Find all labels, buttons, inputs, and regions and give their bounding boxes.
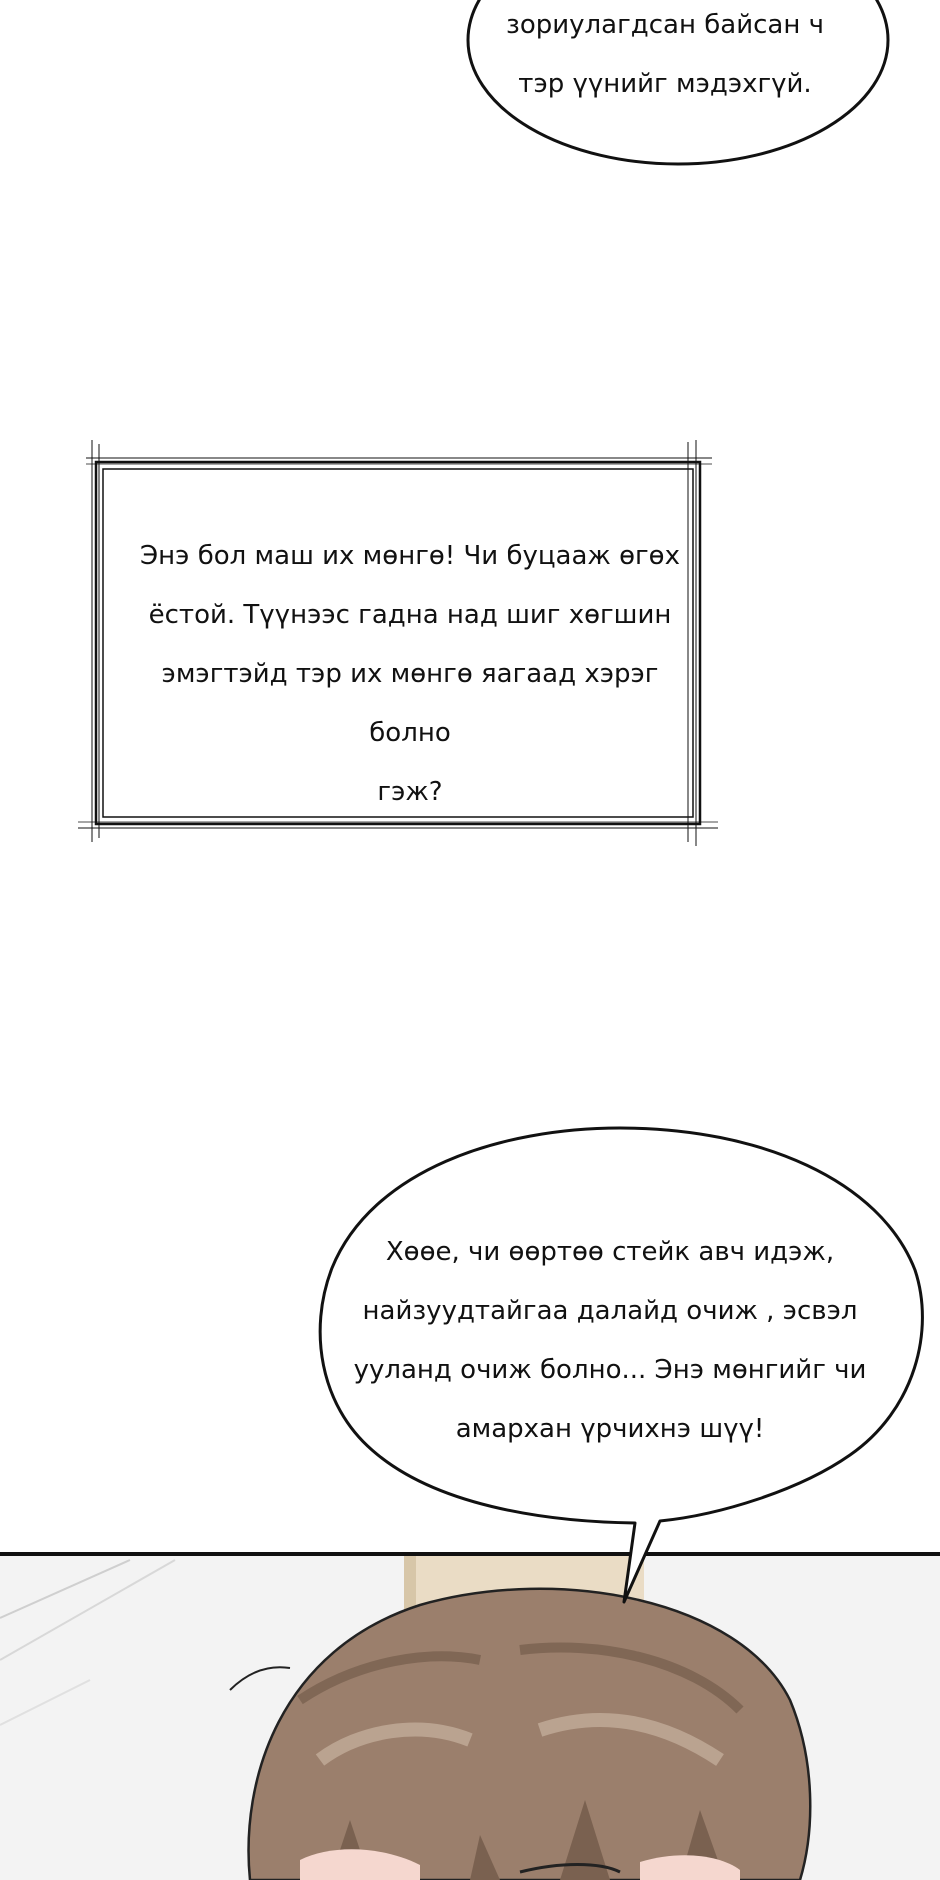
caption-text <box>120 527 700 822</box>
text-line: Хөөе, чи өөртөө стейк авч идэж, <box>385 1237 835 1267</box>
text-line: Энэ бол маш их мөнгө! Чи буцааж өгөх <box>140 541 680 571</box>
text-line: ууланд очиж болно... Энэ мөнгийг чи <box>353 1355 867 1385</box>
speech-bubble-top-text <box>500 0 830 114</box>
text-line: зориулагдсан байсан ч <box>506 10 824 40</box>
text-line: гэж? <box>377 777 443 807</box>
text-line: ёстой. Түүнээс гадна над шиг хөгшин <box>148 600 672 630</box>
text-line: найзуудтайгаа далайд очиж , эсвэл <box>362 1296 858 1326</box>
speech-bubble-bottom-text <box>350 1223 870 1459</box>
text-line: тэр үүнийг мэдэхгүй. <box>518 69 812 99</box>
text-line: амархан үрчихнэ шүү! <box>455 1414 765 1444</box>
text-line: эмэгтэйд тэр их мөнгө яагаад хэрэг болно <box>161 659 659 748</box>
bottom-panel <box>0 1554 940 1880</box>
